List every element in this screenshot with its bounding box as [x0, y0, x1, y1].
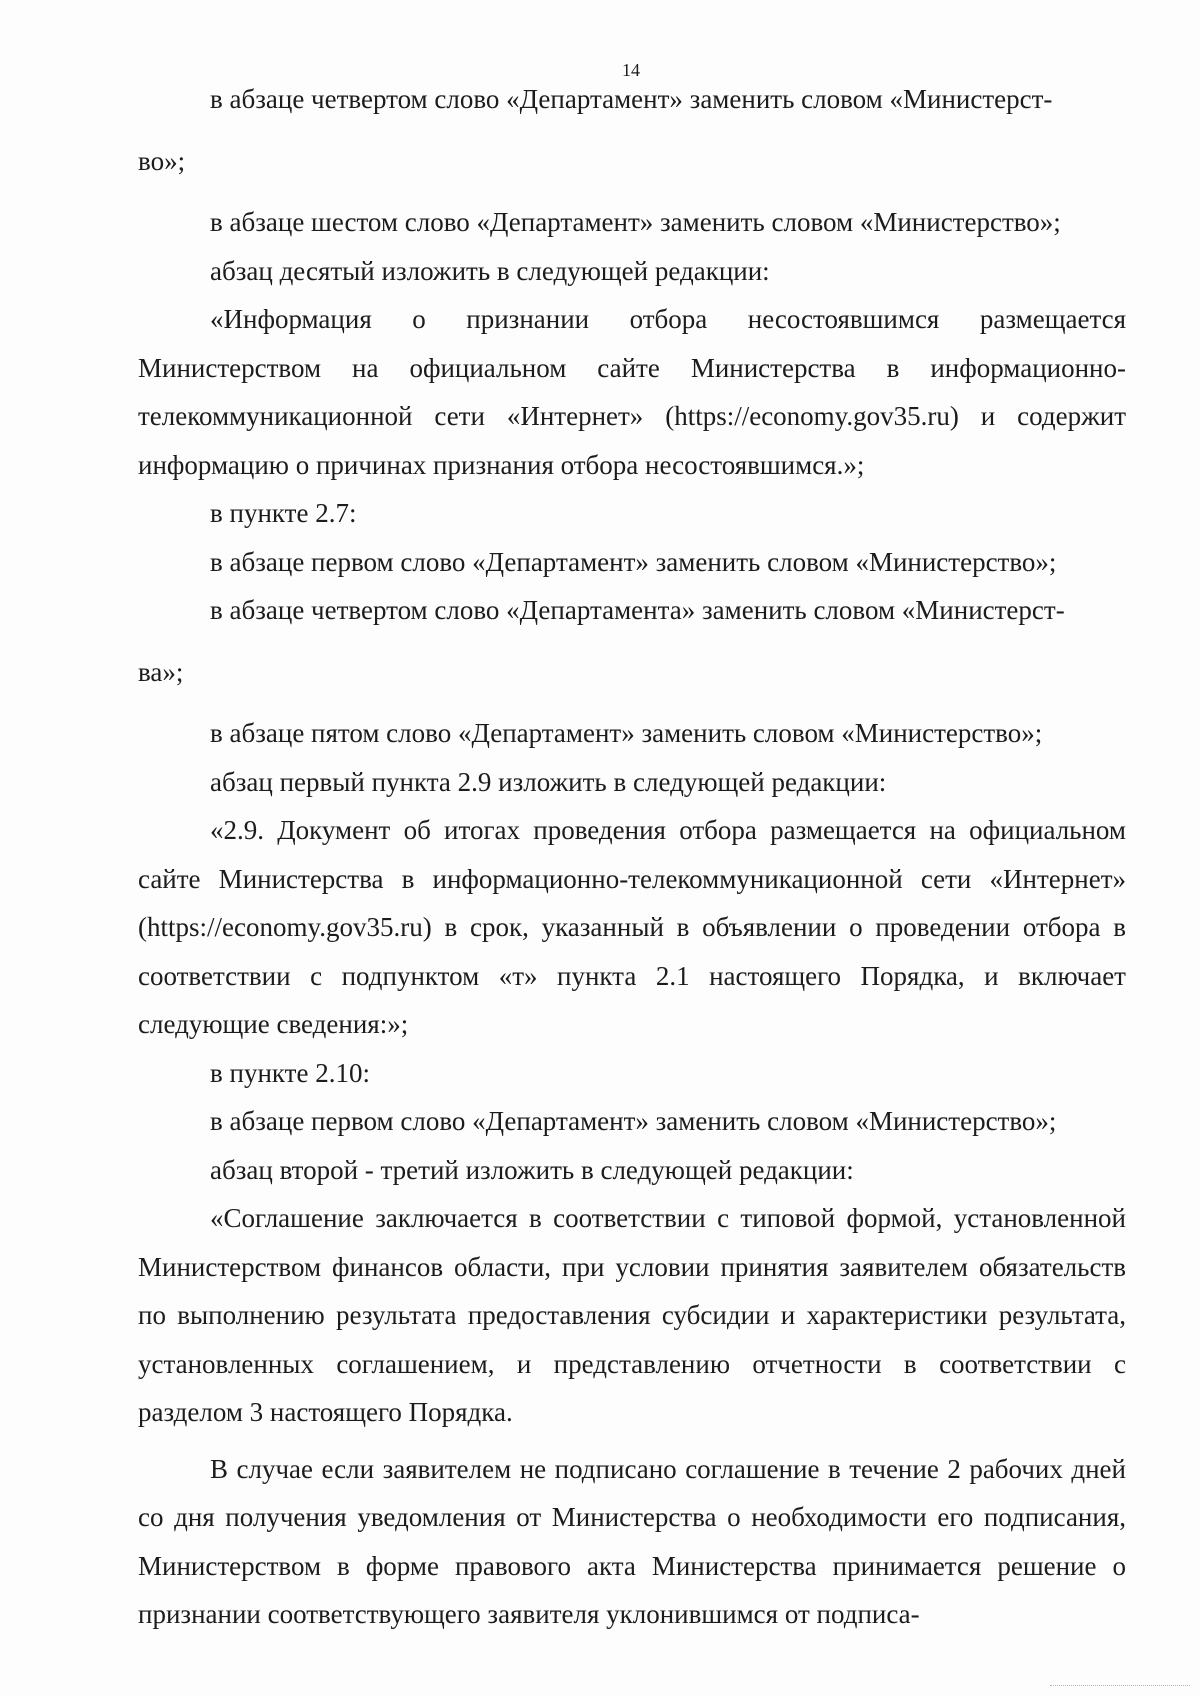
- paragraph-11: в пункте 2.10:: [210, 1057, 370, 1088]
- paragraph-12: в абзаце первом слово «Департамент» заменить словом «Министерство»;: [210, 1106, 1057, 1136]
- paragraph-10: «2.9. Документ об итогах проведения отбора размещается на официальном сайте Министерства в информационно-телекоммуникационной сети «Интернет» (https://economy.gov35.ru) в срок, указанный в объявлении о проведении отбора в соответствии с подпунктом «т» пункта 2.1 настоящего Порядка, и включает следующие сведения:»;: [138, 815, 1126, 1039]
- paragraph-8: в абзаце пятом слово «Департамент» заменить словом «Министерство»;: [210, 718, 1043, 748]
- paragraph-1: в абзаце четвертом слово «Департамент» заменить словом «Министерст-: [210, 84, 1053, 114]
- paragraph-4: «Информация о признании отбора несостоявшимся размещается Министерством на официальном сайте Министерства в информационно-телекоммуникационной сети «Интернет» (https://economy.gov35.ru) и содержит информацию о причинах признания отбора несостоявшимся.»;: [138, 304, 1126, 480]
- paragraph-13: абзац второй - третий изложить в следующей редакции:: [210, 1154, 854, 1185]
- page-number: 14: [622, 60, 640, 80]
- paragraph-1-continuation: во»;: [138, 145, 186, 176]
- scan-artifact: [1050, 1685, 1190, 1687]
- paragraph-3: абзац десятый изложить в следующей редакции:: [210, 255, 770, 286]
- document-body: [138, 75, 1126, 1639]
- paragraph-7-continuation: ва»;: [138, 656, 184, 687]
- paragraph-9: абзац первый пункта 2.9 изложить в следующей редакции:: [210, 766, 887, 797]
- paragraph-2: в абзаце шестом слово «Департамент» заменить словом «Министерство»;: [210, 207, 1061, 237]
- paragraph-6: в абзаце первом слово «Департамент» заменить словом «Министерство»;: [210, 546, 1057, 577]
- paragraph-5: в пункте 2.7:: [210, 498, 357, 528]
- paragraph-15: В случае если заявителем не подписано соглашение в течение 2 рабочих дней со дня получения уведомления от Министерства о необходимости его подписания, Министерством в форме правового акта Министерства принимается решение о признании соответствующего заявителя уклонившимся от подписа-: [138, 1453, 1126, 1629]
- paragraph-14: «Соглашение заключается в соответствии с типовой формой, установленной Министерством финансов области, при условии принятия заявителем обязательств по выполнению результата предоставления субсидии и характеристики результата, установленных соглашением, и представлению отчетности в соответствии с разделом 3 настоящего Порядка.: [138, 1203, 1126, 1427]
- paragraph-7: в абзаце четвертом слово «Департамента» заменить словом «Министерст-: [210, 595, 1065, 625]
